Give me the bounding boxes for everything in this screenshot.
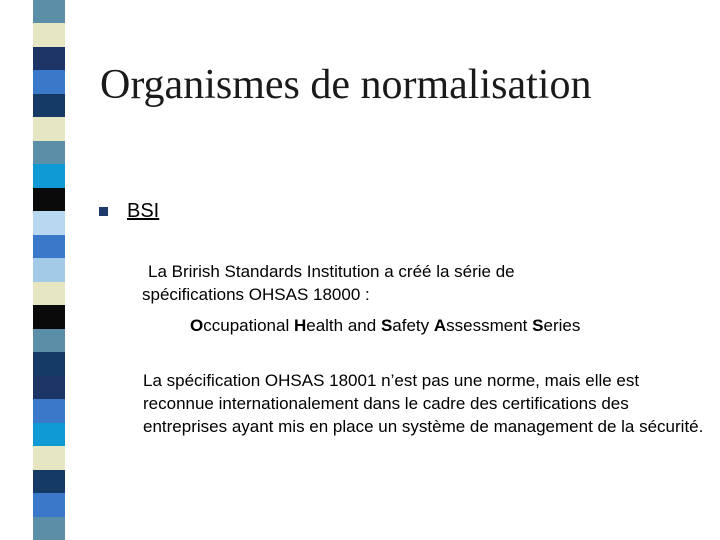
stripe-block [33, 470, 65, 493]
stripe-block [33, 117, 65, 140]
stripe-block [33, 493, 65, 516]
stripe-block [33, 446, 65, 469]
bsi-description-paragraph: La Brirish Standards Institution a créé la série de spécifications OHSAS 18000 : [142, 262, 515, 304]
stripe-block [33, 258, 65, 281]
series-initial: O [190, 316, 204, 335]
series-word-rest: ealth and [306, 316, 381, 335]
stripe-block [33, 94, 65, 117]
series-word-rest: afety [392, 316, 434, 335]
stripe-block [33, 399, 65, 422]
bullet-item-bsi [99, 199, 159, 223]
ohsas-18001-paragraph: La spécification OHSAS 18001 n’est pas une norme, mais elle est reconnue internationalement dans le cadre des certifications des entreprises ayant mis en place un système de management de la sécurité. [143, 371, 704, 436]
series-initial: S [532, 316, 544, 335]
stripe-block [33, 70, 65, 93]
ohsas-series-name [190, 314, 580, 337]
stripe-block [33, 23, 65, 46]
stripe-block [33, 211, 65, 234]
stripe-block [33, 517, 65, 540]
stripe-block [33, 235, 65, 258]
decorative-side-stripe [33, 0, 65, 540]
square-bullet-icon [99, 207, 108, 216]
stripe-block [33, 47, 65, 70]
stripe-block [33, 376, 65, 399]
stripe-block [33, 352, 65, 375]
series-word-rest: ssessment [446, 316, 533, 335]
series-word-rest: eries [543, 316, 581, 335]
stripe-block [33, 423, 65, 446]
series-initial: A [433, 316, 447, 335]
stripe-block [33, 188, 65, 211]
stripe-block [33, 282, 65, 305]
stripe-block [33, 141, 65, 164]
bsi-link[interactable]: BSI [127, 200, 160, 222]
stripe-block [33, 305, 65, 328]
slide-title: Organismes de normalisation [100, 62, 592, 108]
series-initial: H [293, 316, 307, 335]
stripe-block [33, 164, 65, 187]
stripe-block [33, 0, 65, 23]
series-initial: S [380, 316, 393, 335]
stripe-block [33, 329, 65, 352]
series-word-rest: ccupational [203, 316, 294, 335]
